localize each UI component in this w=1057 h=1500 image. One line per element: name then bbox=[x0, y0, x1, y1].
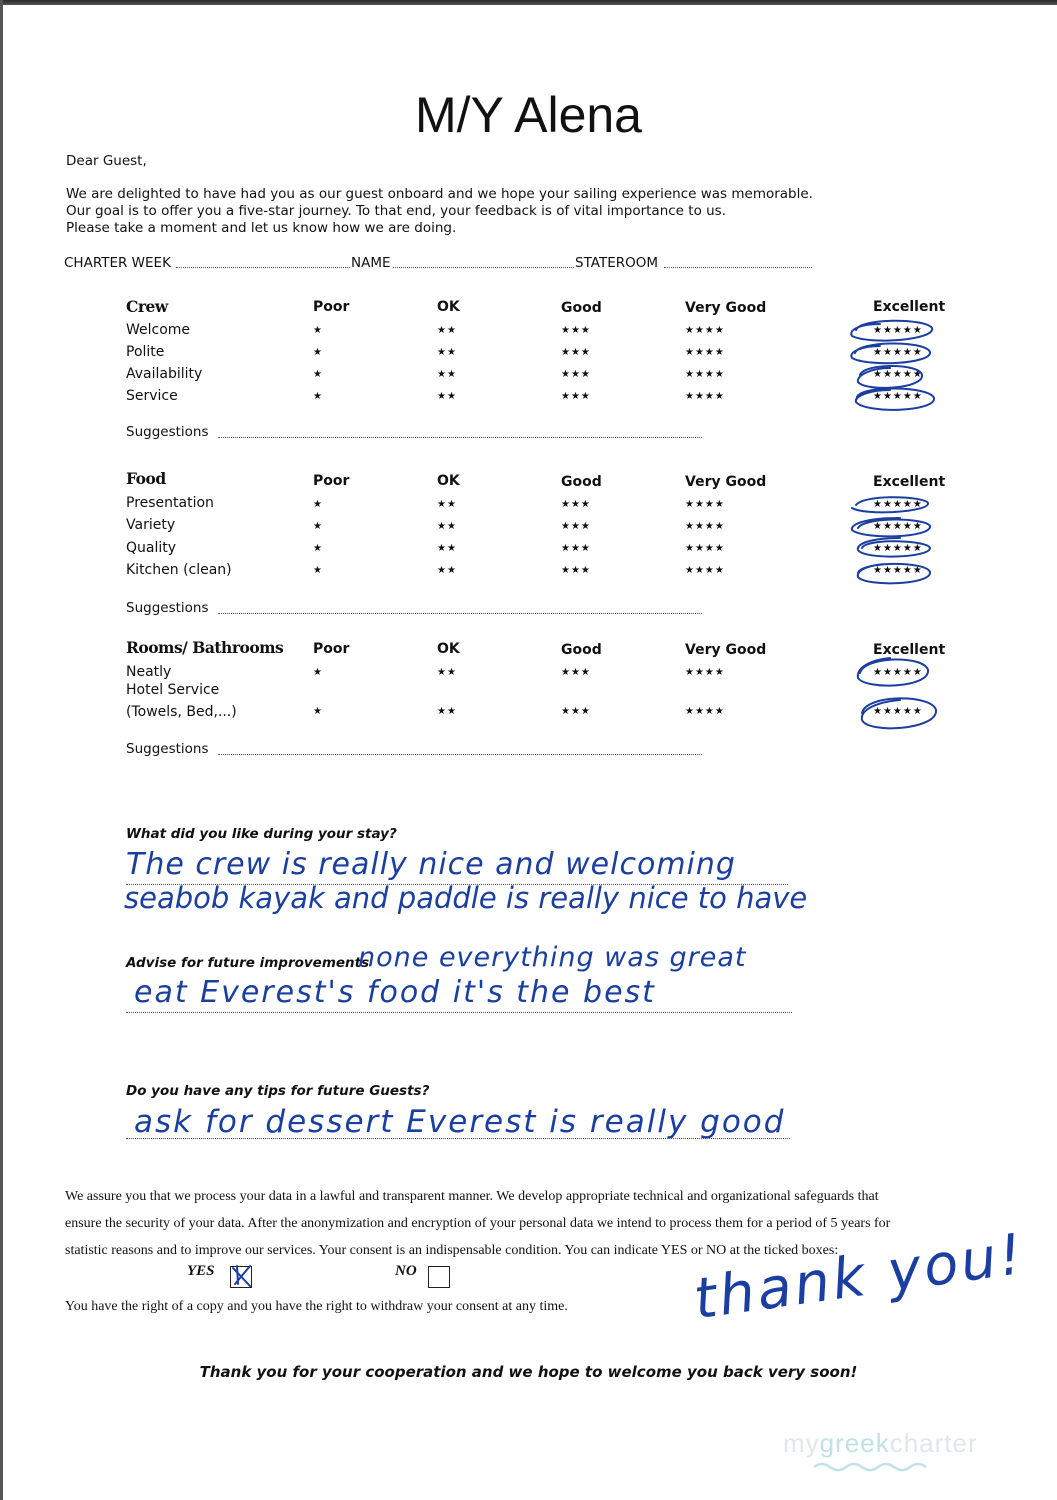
col-very-good: Very Good bbox=[685, 300, 767, 316]
food-item-quality: Quality bbox=[126, 540, 177, 556]
rating-option-5-stars[interactable]: ★★★★★ bbox=[873, 521, 923, 532]
food-suggestions-label: Suggestions bbox=[126, 600, 209, 616]
charter-week-label: CHARTER WEEK bbox=[64, 255, 171, 271]
col-very-good: Very Good bbox=[685, 474, 767, 490]
col-poor: Poor bbox=[313, 299, 350, 315]
tips-question-label: Do you have any tips for future Guests? bbox=[126, 1083, 430, 1099]
rating-option-4-stars[interactable]: ★★★★ bbox=[685, 521, 725, 532]
rating-option-1-stars[interactable]: ★ bbox=[313, 391, 323, 402]
consent-text-line-2: ensure the security of your data. After the anonymization and encryption of your personal data we intend to process them for a period of 5 years for bbox=[65, 1216, 891, 1231]
rating-option-1-stars[interactable]: ★ bbox=[313, 347, 323, 358]
rating-option-1-stars[interactable]: ★ bbox=[313, 521, 323, 532]
rating-option-1-stars[interactable]: ★ bbox=[313, 369, 323, 380]
col-very-good: Very Good bbox=[685, 642, 767, 658]
rating-option-2-stars[interactable]: ★★ bbox=[437, 325, 457, 336]
col-poor: Poor bbox=[313, 641, 350, 657]
col-good: Good bbox=[561, 642, 602, 658]
section-title-food: Food bbox=[126, 469, 166, 488]
rating-option-3-stars[interactable]: ★★★ bbox=[561, 499, 591, 510]
rooms-item-neatly: Neatly bbox=[126, 664, 172, 680]
rating-option-1-stars[interactable]: ★ bbox=[313, 325, 323, 336]
rating-option-5-stars[interactable]: ★★★★★ bbox=[873, 391, 923, 402]
liked-answer-line-1: The crew is really nice and welcoming bbox=[126, 847, 736, 882]
rating-option-4-stars[interactable]: ★★★★ bbox=[685, 667, 725, 678]
crew-suggestions-label: Suggestions bbox=[126, 424, 209, 440]
intro-line-1: We are delighted to have had you as our guest onboard and we hope your sailing experience was memorable. bbox=[66, 186, 813, 202]
rating-option-5-stars[interactable]: ★★★★★ bbox=[873, 325, 923, 336]
rating-option-1-stars[interactable]: ★ bbox=[313, 543, 323, 554]
rating-option-1-stars[interactable]: ★ bbox=[313, 499, 323, 510]
rating-option-3-stars[interactable]: ★★★ bbox=[561, 565, 591, 576]
col-excellent: Excellent bbox=[873, 642, 946, 658]
rating-option-5-stars[interactable]: ★★★★★ bbox=[873, 706, 923, 717]
crew-item-welcome: Welcome bbox=[126, 322, 191, 338]
rating-option-2-stars[interactable]: ★★ bbox=[437, 706, 457, 717]
col-ok: OK bbox=[437, 299, 460, 315]
rating-option-5-stars[interactable]: ★★★★★ bbox=[873, 565, 923, 576]
rating-option-5-stars[interactable]: ★★★★★ bbox=[873, 369, 923, 380]
consent-yes-label: YES bbox=[187, 1263, 215, 1279]
rating-option-3-stars[interactable]: ★★★ bbox=[561, 706, 591, 717]
liked-answer-line-2: seabob kayak and paddle is really nice to have bbox=[124, 881, 808, 915]
stateroom-label: STATEROOM bbox=[575, 255, 659, 271]
crew-item-availability: Availability bbox=[126, 366, 203, 382]
col-good: Good bbox=[561, 300, 602, 316]
watermark-logo: mygreekcharter bbox=[783, 1428, 978, 1458]
food-item-variety: Variety bbox=[126, 517, 176, 533]
section-title-rooms: Rooms/ Bathrooms bbox=[126, 638, 284, 657]
intro-line-3: Please take a moment and let us know how we are doing. bbox=[66, 220, 457, 236]
rating-option-3-stars[interactable]: ★★★ bbox=[561, 543, 591, 554]
rating-option-4-stars[interactable]: ★★★★ bbox=[685, 325, 725, 336]
rating-option-3-stars[interactable]: ★★★ bbox=[561, 391, 591, 402]
rating-option-2-stars[interactable]: ★★ bbox=[437, 347, 457, 358]
intro-line-2: Our goal is to offer you a five-star journey. To that end, your feedback is of vital importance to us. bbox=[66, 203, 727, 219]
rooms-item-towels-bed: (Towels, Bed,...) bbox=[126, 704, 237, 720]
improvements-question-label: Advise for future improvements bbox=[126, 955, 370, 971]
rating-option-2-stars[interactable]: ★★ bbox=[437, 521, 457, 532]
crew-item-service: Service bbox=[126, 388, 178, 404]
tips-answer: ask for dessert Everest is really good bbox=[134, 1104, 786, 1140]
col-excellent: Excellent bbox=[873, 474, 946, 490]
food-item-presentation: Presentation bbox=[126, 495, 214, 511]
crew-item-polite: Polite bbox=[126, 344, 165, 360]
rooms-suggestions-label: Suggestions bbox=[126, 741, 209, 757]
consent-text-line-1: We assure you that we process your data in a lawful and transparent manner. We develop appropriate technical and organizational safeguards that bbox=[65, 1189, 879, 1204]
rating-option-5-stars[interactable]: ★★★★★ bbox=[873, 667, 923, 678]
rating-option-4-stars[interactable]: ★★★★ bbox=[685, 347, 725, 358]
col-good: Good bbox=[561, 474, 602, 490]
name-label: NAME bbox=[351, 255, 391, 271]
rating-option-4-stars[interactable]: ★★★★ bbox=[685, 565, 725, 576]
rooms-item-hotel-service: Hotel Service bbox=[126, 682, 220, 698]
rating-option-3-stars[interactable]: ★★★ bbox=[561, 521, 591, 532]
rating-option-5-stars[interactable]: ★★★★★ bbox=[873, 347, 923, 358]
section-title-crew: Crew bbox=[126, 297, 168, 316]
food-item-kitchen: Kitchen (clean) bbox=[126, 562, 232, 578]
closing-message: Thank you for your cooperation and we hope to welcome you back very soon! bbox=[199, 1363, 858, 1381]
rating-option-4-stars[interactable]: ★★★★ bbox=[685, 391, 725, 402]
improvements-answer-line-1: none everything was great bbox=[358, 942, 747, 973]
col-excellent: Excellent bbox=[873, 299, 946, 315]
rating-option-3-stars[interactable]: ★★★ bbox=[561, 667, 591, 678]
consent-text-line-3: statistic reasons and to improve our services. Your consent is an indispensable condition. You can indicate YES or NO at the ticked boxes: bbox=[65, 1243, 839, 1258]
rating-option-5-stars[interactable]: ★★★★★ bbox=[873, 543, 923, 554]
handwritten-thank-you: thank you! bbox=[690, 1221, 1029, 1333]
greeting: Dear Guest, bbox=[66, 153, 147, 169]
rating-option-2-stars[interactable]: ★★ bbox=[437, 565, 457, 576]
rating-option-4-stars[interactable]: ★★★★ bbox=[685, 369, 725, 380]
improvements-answer-line-2: eat Everest's food it's the best bbox=[134, 975, 656, 1010]
liked-question-label: What did you like during your stay? bbox=[126, 826, 397, 842]
col-ok: OK bbox=[437, 641, 460, 657]
rating-option-1-stars[interactable]: ★ bbox=[313, 565, 323, 576]
rating-option-1-stars[interactable]: ★ bbox=[313, 667, 323, 678]
rating-option-2-stars[interactable]: ★★ bbox=[437, 499, 457, 510]
rating-option-4-stars[interactable]: ★★★★ bbox=[685, 706, 725, 717]
col-poor: Poor bbox=[313, 473, 350, 489]
rating-option-3-stars[interactable]: ★★★ bbox=[561, 369, 591, 380]
rating-option-1-stars[interactable]: ★ bbox=[313, 706, 323, 717]
rating-option-3-stars[interactable]: ★★★ bbox=[561, 347, 591, 358]
form-title: M/Y Alena bbox=[414, 87, 642, 143]
rating-option-4-stars[interactable]: ★★★★ bbox=[685, 499, 725, 510]
rating-option-2-stars[interactable]: ★★ bbox=[437, 543, 457, 554]
rating-option-5-stars[interactable]: ★★★★★ bbox=[873, 499, 923, 510]
col-ok: OK bbox=[437, 473, 460, 489]
rating-option-3-stars[interactable]: ★★★ bbox=[561, 325, 591, 336]
consent-no-label: NO bbox=[395, 1263, 417, 1279]
consent-rights-text: You have the right of a copy and you have the right to withdraw your consent at any time. bbox=[65, 1299, 568, 1314]
rating-option-2-stars[interactable]: ★★ bbox=[437, 391, 457, 402]
rating-option-2-stars[interactable]: ★★ bbox=[437, 667, 457, 678]
rating-option-2-stars[interactable]: ★★ bbox=[437, 369, 457, 380]
rating-option-4-stars[interactable]: ★★★★ bbox=[685, 543, 725, 554]
